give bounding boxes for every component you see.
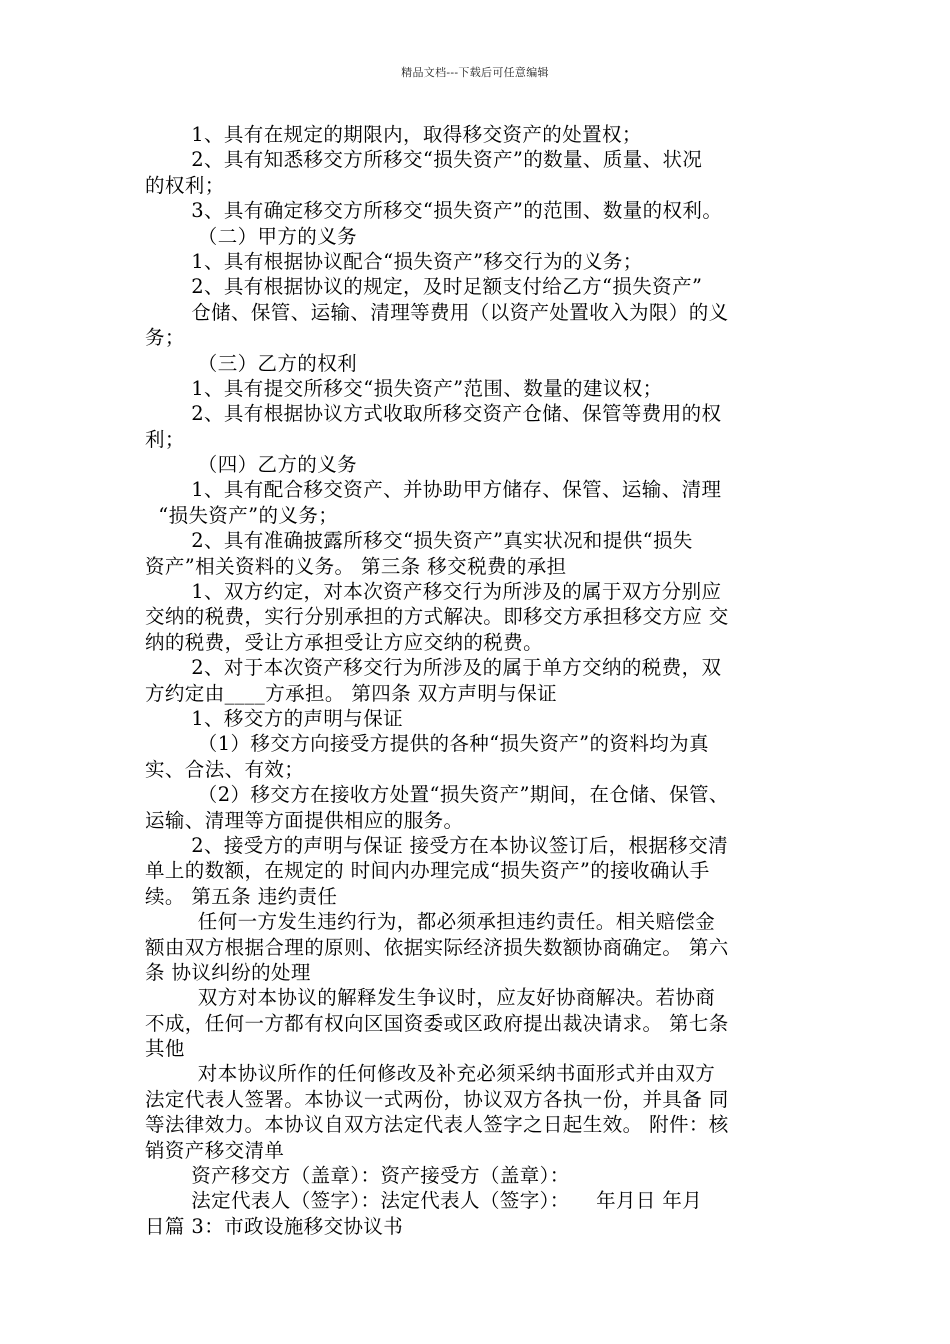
text-line: 日篇 3：市政设施移交协议书 [145,1214,404,1238]
text-line: 等法律效力。本协议自双方法定代表人签字之日起生效。 附件：核 [145,1113,729,1137]
text-line: 不成，任何一方都有权向区国资委或区政府提出裁决请求。 第七条 [145,1011,729,1035]
text-line: 单上的数额，在规定的 时间内办理完成“损失资产”的接收确认手 [145,859,710,883]
text-line: （二）甲方的义务 [145,224,357,248]
text-line: 资产移交方（盖章）：资产接受方（盖章）： [145,1164,570,1188]
text-line: 对本协议所作的任何修改及补充必须采纳书面形式并由双方 [145,1062,716,1086]
text-line: 1、具有提交所移交“损失资产”范围、数量的建议权； [145,376,663,400]
document-body [145,122,815,1239]
text-line: （1）移交方向接受方提供的各种“损失资产”的资料均为真 [145,732,709,756]
text-line: 利； [145,427,185,451]
text-line: 续。 第五条 违约责任 [145,884,338,908]
text-line: （三）乙方的权利 [145,351,357,375]
text-line: 任何一方发生违约行为，都必须承担违约责任。相关赔偿金 [145,910,716,934]
text-line: 1、双方约定，对本次资产移交行为所涉及的属于双方分别应 [145,580,722,604]
text-line: 2、具有知悉移交方所移交“损失资产”的数量、质量、状况 [145,148,703,172]
text-line: 仓储、保管、运输、清理等费用（以资产处置收入为限）的义 [145,300,729,324]
text-line: 2、对于本次资产移交行为所涉及的属于单方交纳的税费，双 [145,656,722,680]
text-line: “损失资产”的义务； [145,503,339,527]
text-line: 的权利； [145,173,225,197]
text-line: 3、具有确定移交方所移交“损失资产”的范围、数量的权利。 [145,199,723,223]
text-line: 运输、清理等方面提供相应的服务。 [145,808,464,832]
text-line: （2）移交方在接收方处置“损失资产”期间，在仓储、保管、 [145,783,729,807]
text-line: 双方对本协议的解释发生争议时，应友好协商解决。若协商 [145,986,716,1010]
text-line: 1、移交方的声明与保证 [145,706,403,730]
text-line: 交纳的税费，实行分别承担的方式解决。即移交方承担移交方应 交 [145,605,729,629]
text-line: 法定代表人签署。本协议一式两份，协议双方各执一份，并具备 同 [145,1087,729,1111]
text-line: 1、具有在规定的期限内，取得移交资产的处置权； [145,123,642,146]
text-line: 法定代表人（签字）：法定代表人（签字）： 年月日 年月 [145,1189,703,1213]
text-line: 2、具有根据协议的规定，及时足额支付给乙方“损失资产” [145,275,703,299]
text-line: 条 协议纠纷的处理 [145,960,311,984]
text-line: 2、具有准确披露所移交“损失资产”真实状况和提供“损失 [145,529,693,553]
text-line: 资产”相关资料的义务。 第三条 移交税费的承担 [145,554,567,578]
text-line: 销资产移交清单 [145,1138,285,1162]
page-header: 精品文档---下载后可任意编辑 [401,66,549,79]
text-line: 方约定由____方承担。 第四条 双方声明与保证 [145,681,557,705]
text-line: 1、具有根据协议配合“损失资产”移交行为的义务； [145,249,643,273]
text-line: 务； [145,326,185,350]
text-line: （四）乙方的义务 [145,453,357,477]
text-line: 2、具有根据协议方式收取所移交资产仓储、保管等费用的权 [145,402,722,426]
text-line: 其他 [145,1037,185,1061]
text-line: 纳的税费，受让方承担受让方应交纳的税费。 [145,630,544,654]
text-line: 额由双方根据合理的原则、依据实际经济损失数额协商确定。 第六 [145,935,729,959]
text-line: 2、接受方的声明与保证 接受方在本协议签订后，根据移交清 [145,833,728,857]
text-line: 1、具有配合移交资产、并协助甲方储存、保管、运输、清理 [145,478,722,502]
text-line: 实、合法、有效； [145,757,305,781]
